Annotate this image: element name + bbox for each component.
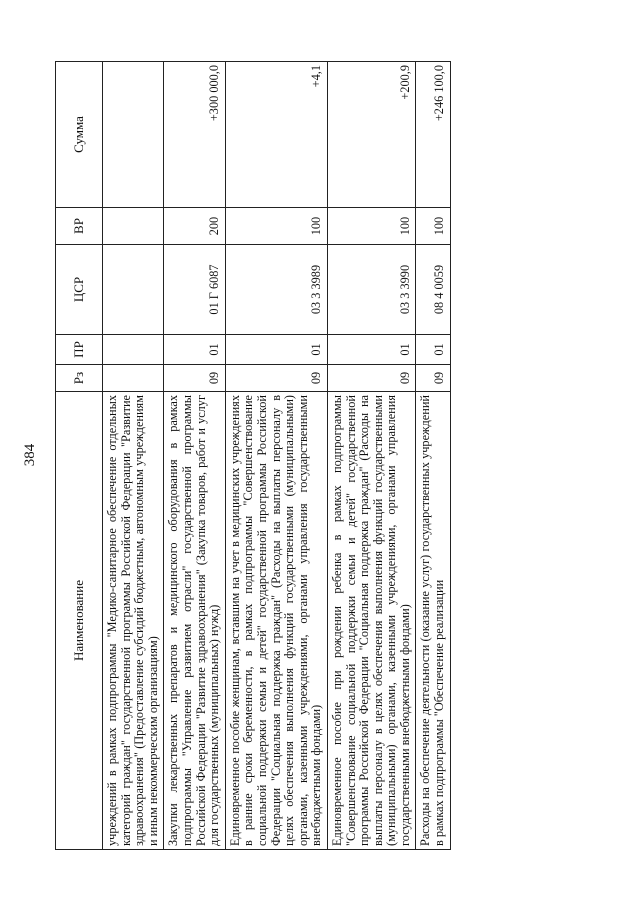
row-name: Единовременное пособие при рождении ребенка в рамках подпрограммы "Совершенствование социальной поддержки семьи и детей" государственной программы Российской Федерации "Социальная поддержка граждан" (Расходы на выплаты персоналу в целях обеспечения выполнения функций государственными (муниципальными) органами, казенными учреждениями, органами управления государственными внебюджетными фондами) xyxy=(327,392,416,850)
page-number: 384 xyxy=(22,443,38,467)
header-sum: Сумма xyxy=(56,62,103,208)
budget-table xyxy=(55,61,451,850)
header-rz: Рз xyxy=(56,365,103,392)
row-sum: +4,1 xyxy=(225,62,327,208)
row-pr: 01 xyxy=(416,335,450,365)
row-pr xyxy=(103,335,164,365)
table-row xyxy=(416,62,450,850)
row-csr: 03 3 3990 xyxy=(327,245,416,335)
header-name: Наименование xyxy=(56,392,103,850)
row-csr: 01 Г 6087 xyxy=(164,245,225,335)
row-vr: 100 xyxy=(416,208,450,245)
row-rz: 09 xyxy=(164,365,225,392)
table-row xyxy=(164,62,225,850)
row-rz: 09 xyxy=(327,365,416,392)
row-rz xyxy=(103,365,164,392)
row-rz: 09 xyxy=(225,365,327,392)
header-csr: ЦСР xyxy=(56,245,103,335)
row-vr xyxy=(103,208,164,245)
row-vr: 200 xyxy=(164,208,225,245)
row-sum: +246 100,0 xyxy=(416,62,450,208)
header-pr: ПР xyxy=(56,335,103,365)
row-vr: 100 xyxy=(327,208,416,245)
header-vr: ВР xyxy=(56,208,103,245)
row-csr: 08 4 0059 xyxy=(416,245,450,335)
row-csr: 03 3 3989 xyxy=(225,245,327,335)
row-pr: 01 xyxy=(225,335,327,365)
row-name: учреждений в рамках подпрограммы "Медико-санитарное обеспечение отдельных категорий граждан" государственной программы Российской Федерации "Развитие здравоохранения" (Предоставление субсидий бюджетным, автономным учреждениям и иным некоммерческим организациям) xyxy=(103,392,164,850)
row-sum: +200,9 xyxy=(327,62,416,208)
row-sum: +300 000,0 xyxy=(164,62,225,208)
row-pr: 01 xyxy=(327,335,416,365)
row-name: Закупки лекарственных препаратов и медицинского оборудования в рамках подпрограммы "Управление развитием отрасли" государственной программы Российской Федерации "Развитие здравоохранения" (Закупка товаров, работ и услуг для государственных (муниципальных) нужд) xyxy=(164,392,225,850)
row-name: Единовременное пособие женщинам, вставшим на учет в медицинских учреждениях в ранние сроки беременности, в рамках подпрограммы "Совершенствование социальной поддержки семьи и детей" государственной программы Российской Федерации "Социальная поддержка граждан" (Расходы на выплаты персоналу в целях обеспечения выполнения функций государственными (муниципальными) органами, казенными учреждениями, органами управления государственными внебюджетными фондами) xyxy=(225,392,327,850)
table-row xyxy=(327,62,416,850)
row-csr xyxy=(103,245,164,335)
row-name: Расходы на обеспечение деятельности (оказание услуг) государственных учреждений в рамках подпрограммы "Обеспечение реализации xyxy=(416,392,450,850)
row-vr: 100 xyxy=(225,208,327,245)
table-header-row xyxy=(56,62,103,850)
row-sum xyxy=(103,62,164,208)
table-row xyxy=(225,62,327,850)
table-row xyxy=(103,62,164,850)
row-rz: 09 xyxy=(416,365,450,392)
row-pr: 01 xyxy=(164,335,225,365)
